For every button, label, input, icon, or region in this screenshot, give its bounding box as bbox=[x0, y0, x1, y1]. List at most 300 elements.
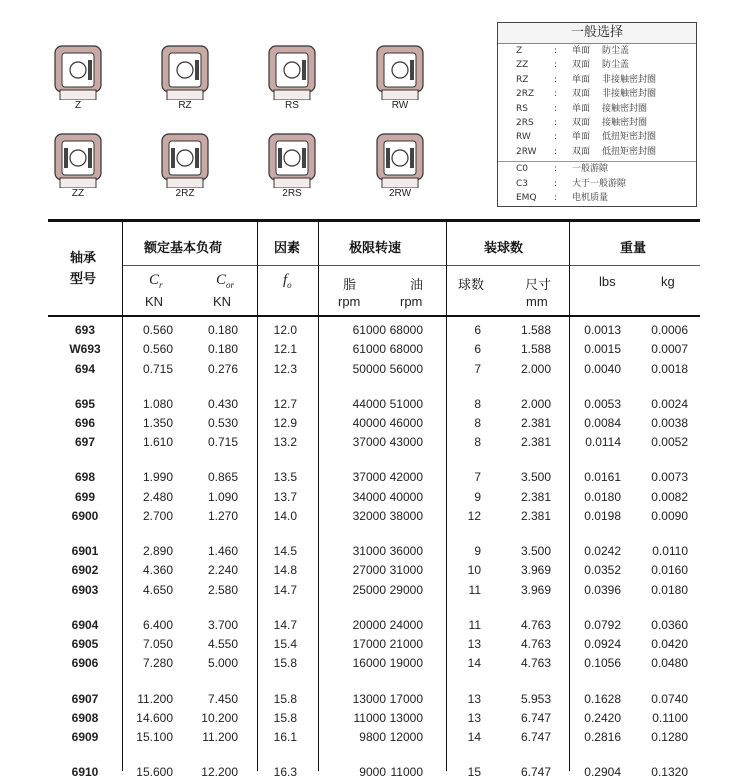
cell-weight-kg: 0.0018 bbox=[651, 361, 688, 376]
legend-desc: 低扭矩密封圈 bbox=[602, 132, 657, 143]
cell-ball-size: 6.747 bbox=[520, 730, 551, 745]
cell-ball-size: 2.381 bbox=[520, 435, 551, 450]
cell-weight-kg: 0.0180 bbox=[651, 582, 688, 597]
legend-row bbox=[498, 58, 696, 72]
cell-weight-lbs: 0.0040 bbox=[584, 361, 621, 376]
legend-side: 单面 bbox=[572, 103, 591, 114]
cell-ball-size: 6.747 bbox=[520, 765, 551, 780]
legend-desc: 一般游隙 bbox=[572, 164, 609, 175]
cell-fo: 12.9 bbox=[273, 416, 297, 430]
cell-weight-kg: 0.0360 bbox=[651, 617, 688, 632]
legend-side: 双面 bbox=[572, 60, 591, 71]
legend-separator: : bbox=[554, 192, 558, 203]
cell-weight-kg: 0.0160 bbox=[651, 563, 688, 578]
cell-ball-count: 11 bbox=[468, 582, 481, 597]
legend-desc: 防尘盖 bbox=[602, 60, 630, 71]
cell-oil-speed: 46000 bbox=[389, 416, 423, 430]
cell-ball-count: 10 bbox=[467, 563, 481, 578]
cell-weight-lbs: 0.0161 bbox=[584, 470, 621, 485]
cell-ball-size: 3.969 bbox=[520, 582, 551, 597]
bearing-diagram-2rw bbox=[376, 132, 424, 208]
cell-model: 6902 bbox=[71, 563, 99, 578]
table-top-rule bbox=[48, 219, 700, 222]
cell-cor: 0.180 bbox=[207, 323, 238, 337]
legend-separator: : bbox=[554, 164, 558, 175]
legend-row bbox=[498, 73, 696, 87]
cell-fo: 12.7 bbox=[273, 396, 297, 411]
cell-model: 6901 bbox=[71, 544, 99, 559]
cell-model: 6904 bbox=[71, 617, 99, 632]
cell-cor: 5.000 bbox=[207, 656, 238, 671]
cell-ball-count: 15 bbox=[467, 765, 481, 780]
legend-body bbox=[498, 44, 696, 205]
cell-weight-kg: 0.1280 bbox=[651, 730, 688, 745]
cell-ball-size: 3.500 bbox=[520, 470, 551, 485]
cell-model: 6907 bbox=[71, 691, 99, 706]
cell-grease-speed: 32000 bbox=[352, 509, 386, 523]
cell-weight-lbs: 0.0792 bbox=[584, 617, 621, 632]
diagram-label: 2RZ bbox=[175, 188, 195, 199]
legend-separator: : bbox=[554, 146, 558, 157]
diagram-label: RZ bbox=[178, 100, 192, 111]
cell-fo: 15.8 bbox=[273, 656, 297, 671]
cell-weight-kg: 0.0110 bbox=[652, 544, 688, 559]
legend-code: Z bbox=[516, 46, 523, 56]
legend-code: RZ bbox=[516, 74, 529, 85]
cell-cor: 7.450 bbox=[207, 691, 238, 706]
cell-model: 6903 bbox=[71, 582, 99, 597]
cell-model: 6909 bbox=[71, 730, 99, 745]
legend-separator: : bbox=[554, 89, 558, 100]
cell-ball-size: 4.763 bbox=[520, 637, 551, 652]
cell-fo: 12.1 bbox=[273, 342, 297, 357]
cell-cr: 2.700 bbox=[142, 509, 173, 523]
legend-code: 2RZ bbox=[516, 89, 535, 100]
cell-fo: 14.8 bbox=[273, 563, 297, 578]
cell-grease-speed: 61000 bbox=[352, 342, 386, 357]
cell-weight-lbs: 0.0013 bbox=[584, 323, 621, 337]
legend-code: C0 bbox=[516, 164, 529, 175]
bearing-cross-section-icon bbox=[161, 44, 209, 100]
header-grease: 脂 bbox=[343, 278, 357, 293]
cell-cor: 0.715 bbox=[207, 435, 238, 450]
cell-oil-speed: 42000 bbox=[389, 470, 423, 485]
header-ball-count: 球数 bbox=[458, 278, 485, 293]
header-model-line1: 轴承 bbox=[70, 251, 97, 266]
bearing-diagram-rw bbox=[376, 44, 424, 120]
cell-cor: 11.200 bbox=[202, 730, 238, 745]
header-balls: 装球数 bbox=[484, 241, 524, 256]
cell-fo: 12.0 bbox=[273, 323, 297, 337]
legend-desc: 非接触密封圈 bbox=[602, 89, 657, 100]
cell-cor: 0.430 bbox=[207, 396, 238, 411]
cell-ball-size: 1.588 bbox=[520, 342, 551, 357]
cell-ball-count: 9 bbox=[474, 489, 481, 504]
cell-oil-speed: 21000 bbox=[389, 637, 423, 652]
bearing-cross-section-icon bbox=[54, 44, 102, 100]
legend-row bbox=[498, 177, 696, 191]
bearing-diagram-2rs bbox=[268, 132, 316, 208]
legend-separator: : bbox=[554, 117, 558, 128]
cell-ball-size: 4.763 bbox=[520, 656, 551, 671]
cell-weight-lbs: 0.0924 bbox=[584, 637, 621, 652]
cell-ball-count: 13 bbox=[467, 637, 481, 652]
cell-cr: 6.400 bbox=[142, 617, 173, 632]
fo-symbol-letter: f bbox=[283, 272, 288, 288]
cell-oil-speed: 12000 bbox=[389, 730, 423, 745]
cell-weight-kg: 0.0006 bbox=[651, 323, 688, 337]
legend-separator: : bbox=[554, 178, 558, 189]
cell-grease-speed: 25000 bbox=[352, 582, 386, 597]
legend-row bbox=[498, 44, 696, 58]
cell-weight-lbs: 0.1628 bbox=[584, 691, 621, 706]
cell-grease-speed: 17000 bbox=[352, 637, 386, 652]
cell-ball-size: 4.763 bbox=[520, 617, 551, 632]
cell-ball-size: 6.747 bbox=[520, 710, 551, 725]
cell-grease-speed: 20000 bbox=[352, 617, 386, 632]
cell-weight-kg: 0.0082 bbox=[651, 489, 688, 504]
cell-ball-count: 8 bbox=[474, 435, 481, 450]
legend-side: 双面 bbox=[572, 146, 591, 157]
header-grease-unit: rpm bbox=[338, 294, 361, 309]
cell-ball-count: 14 bbox=[467, 656, 481, 671]
cell-ball-size: 3.969 bbox=[520, 563, 551, 578]
cell-oil-speed: 24000 bbox=[389, 617, 423, 632]
cell-weight-kg: 0.0024 bbox=[651, 396, 688, 411]
cell-cr: 0.715 bbox=[142, 361, 173, 376]
legend-code: 2RW bbox=[516, 146, 537, 157]
cr-symbol-letter: C bbox=[149, 272, 160, 288]
header-cor-unit: KN bbox=[213, 294, 232, 309]
cell-fo: 12.3 bbox=[273, 361, 297, 376]
cell-fo: 16.3 bbox=[273, 765, 297, 780]
cell-weight-lbs: 0.0242 bbox=[584, 544, 621, 559]
legend-side: 单面 bbox=[572, 46, 591, 56]
cell-model: 693 bbox=[74, 323, 96, 337]
legend-desc: 接触密封圈 bbox=[602, 103, 648, 114]
cell-cr: 1.610 bbox=[142, 435, 173, 450]
header-speed: 极限转速 bbox=[349, 241, 402, 256]
cor-symbol-letter: C bbox=[216, 272, 227, 288]
cell-fo: 15.8 bbox=[273, 710, 297, 725]
bearing-cross-section-icon bbox=[161, 132, 209, 188]
legend-separator: : bbox=[554, 132, 558, 143]
cell-cor: 10.200 bbox=[201, 710, 238, 725]
cell-fo: 14.7 bbox=[273, 617, 297, 632]
header-load: 额定基本负荷 bbox=[144, 241, 223, 256]
legend-row bbox=[498, 191, 696, 205]
cell-grease-speed: 9000 bbox=[359, 765, 386, 780]
cell-ball-size: 2.381 bbox=[520, 489, 551, 504]
cell-grease-speed: 11000 bbox=[353, 710, 386, 725]
header-lbs: lbs bbox=[599, 274, 616, 289]
header-kg: kg bbox=[661, 274, 675, 289]
cell-weight-lbs: 0.0180 bbox=[584, 489, 621, 504]
cell-cr: 0.560 bbox=[142, 342, 173, 357]
cell-weight-lbs: 0.2816 bbox=[584, 730, 621, 745]
header-oil: 油 bbox=[410, 278, 424, 293]
legend-desc: 电机质量 bbox=[572, 192, 609, 203]
cell-fo: 14.0 bbox=[273, 509, 297, 523]
cell-ball-count: 8 bbox=[474, 396, 481, 411]
cell-ball-count: 8 bbox=[474, 416, 481, 430]
cell-cor: 4.550 bbox=[207, 637, 238, 652]
cell-weight-lbs: 0.0015 bbox=[584, 342, 621, 357]
cell-model: 699 bbox=[74, 489, 96, 504]
cell-weight-lbs: 0.2904 bbox=[584, 765, 621, 780]
cell-grease-speed: 40000 bbox=[352, 416, 386, 430]
cell-ball-count: 12 bbox=[467, 509, 481, 523]
cell-oil-speed: 36000 bbox=[389, 544, 423, 559]
cell-model: 698 bbox=[74, 470, 96, 485]
cell-grease-speed: 44000 bbox=[352, 396, 386, 411]
cell-oil-speed: 51000 bbox=[389, 396, 423, 411]
legend-side: 单面 bbox=[572, 132, 591, 143]
cell-fo: 15.8 bbox=[273, 691, 297, 706]
cell-ball-count: 14 bbox=[467, 730, 481, 745]
legend-code: ZZ bbox=[516, 60, 529, 71]
cell-ball-size: 2.000 bbox=[520, 396, 551, 411]
diagram-label: 2RS bbox=[282, 188, 302, 199]
cell-weight-lbs: 0.0084 bbox=[584, 416, 621, 430]
header-oil-unit: rpm bbox=[400, 294, 423, 309]
cell-ball-count: 7 bbox=[474, 361, 481, 376]
bearing-diagram-rs bbox=[268, 44, 316, 120]
legend-row bbox=[498, 145, 696, 159]
cell-grease-speed: 37000 bbox=[352, 435, 386, 450]
cell-cr: 15.600 bbox=[136, 765, 173, 780]
cell-grease-speed: 31000 bbox=[352, 544, 386, 559]
cell-oil-speed: 31000 bbox=[389, 563, 423, 578]
cell-fo: 13.5 bbox=[273, 470, 297, 485]
cell-weight-kg: 0.0090 bbox=[651, 509, 688, 523]
diagram-label: ZZ bbox=[71, 188, 85, 199]
cell-oil-speed: 13000 bbox=[389, 710, 423, 725]
bearing-cross-section-icon bbox=[54, 132, 102, 188]
diagram-label: Z bbox=[74, 100, 82, 111]
cell-cor: 1.460 bbox=[207, 544, 238, 559]
legend-code: EMQ bbox=[516, 192, 537, 203]
cell-ball-size: 2.000 bbox=[520, 361, 551, 376]
header-model-line2: 型号 bbox=[70, 272, 97, 287]
cell-weight-lbs: 0.1056 bbox=[584, 656, 621, 671]
header-size-unit: mm bbox=[526, 294, 548, 309]
cell-cr: 14.600 bbox=[136, 710, 173, 725]
cell-weight-lbs: 0.0198 bbox=[584, 509, 621, 523]
cell-oil-speed: 43000 bbox=[389, 435, 423, 450]
cell-fo: 13.2 bbox=[273, 435, 297, 450]
cell-weight-kg: 0.0420 bbox=[651, 637, 688, 652]
cell-grease-speed: 34000 bbox=[352, 489, 386, 504]
cell-cr: 1.080 bbox=[142, 396, 173, 411]
cell-ball-count: 7 bbox=[474, 470, 481, 485]
bearing-diagram-2rz bbox=[161, 132, 209, 208]
legend-side: 双面 bbox=[572, 117, 591, 128]
cell-ball-size: 5.953 bbox=[520, 691, 551, 706]
cell-weight-kg: 0.1320 bbox=[651, 765, 688, 780]
cell-weight-lbs: 0.0352 bbox=[584, 563, 621, 578]
legend-code: C3 bbox=[516, 178, 529, 189]
diagram-label: RW bbox=[391, 100, 409, 111]
cell-oil-speed: 17000 bbox=[389, 691, 423, 706]
cell-model: 6910 bbox=[71, 765, 99, 780]
cell-oil-speed: 68000 bbox=[389, 323, 423, 337]
cell-cor: 2.580 bbox=[207, 582, 238, 597]
legend-desc: 防尘盖 bbox=[602, 46, 630, 56]
cell-weight-kg: 0.1100 bbox=[652, 710, 688, 725]
legend-side: 单面 bbox=[572, 74, 591, 85]
cell-fo: 15.4 bbox=[273, 637, 297, 652]
cell-model: 695 bbox=[74, 396, 96, 411]
cell-fo: 16.1 bbox=[273, 730, 297, 745]
cell-model: 6906 bbox=[71, 656, 99, 671]
bearing-diagram-z bbox=[54, 44, 102, 120]
bearing-cross-section-icon bbox=[268, 44, 316, 100]
legend-row bbox=[498, 116, 696, 130]
fo-symbol-sub: o bbox=[287, 280, 292, 290]
cell-weight-lbs: 0.0396 bbox=[584, 582, 621, 597]
cell-oil-speed: 11000 bbox=[390, 765, 423, 780]
cell-weight-kg: 0.0038 bbox=[651, 416, 688, 430]
legend-separator: : bbox=[554, 46, 558, 56]
cell-ball-size: 1.588 bbox=[520, 323, 551, 337]
cell-cr: 4.360 bbox=[142, 563, 173, 578]
cell-cr: 1.990 bbox=[142, 470, 173, 485]
cell-cor: 3.700 bbox=[207, 617, 238, 632]
legend-row bbox=[498, 87, 696, 101]
cell-cor: 0.865 bbox=[207, 470, 238, 485]
cell-ball-size: 2.381 bbox=[520, 416, 551, 430]
bearing-cross-section-icon bbox=[268, 132, 316, 188]
cell-weight-kg: 0.0052 bbox=[651, 435, 688, 450]
cell-cr: 11.200 bbox=[137, 691, 173, 706]
diagram-label: RS bbox=[285, 100, 299, 111]
header-cr-unit: KN bbox=[145, 294, 164, 309]
bearing-diagram-zz bbox=[54, 132, 102, 208]
cell-model: 6908 bbox=[71, 710, 99, 725]
header-size: 尺寸 bbox=[525, 278, 552, 293]
cell-model: 6900 bbox=[71, 509, 99, 523]
legend-row bbox=[498, 162, 696, 176]
header-mid-rule bbox=[122, 265, 700, 266]
cell-ball-count: 6 bbox=[474, 323, 481, 337]
cell-ball-size: 2.381 bbox=[520, 509, 551, 523]
cell-cor: 0.530 bbox=[207, 416, 238, 430]
cell-grease-speed: 37000 bbox=[352, 470, 386, 485]
cell-weight-lbs: 0.2420 bbox=[584, 710, 621, 725]
bearing-cross-section-icon bbox=[376, 132, 424, 188]
legend-side: 双面 bbox=[572, 89, 591, 100]
legend-separator: : bbox=[554, 74, 558, 85]
cell-cor: 1.090 bbox=[207, 489, 238, 504]
cell-grease-speed: 61000 bbox=[352, 323, 386, 337]
header-cr-symbol bbox=[149, 272, 163, 290]
cell-fo: 14.5 bbox=[273, 544, 297, 559]
cell-fo: 13.7 bbox=[273, 489, 297, 504]
cell-cr: 0.560 bbox=[142, 323, 173, 337]
cell-cr: 2.480 bbox=[142, 489, 173, 504]
cell-ball-count: 13 bbox=[467, 691, 481, 706]
cell-cr: 15.100 bbox=[136, 730, 173, 745]
cell-ball-size: 3.500 bbox=[520, 544, 551, 559]
cell-ball-count: 13 bbox=[467, 710, 481, 725]
legend-row bbox=[498, 102, 696, 116]
cell-cor: 1.270 bbox=[207, 509, 238, 523]
cell-grease-speed: 27000 bbox=[352, 563, 386, 578]
cell-model: 694 bbox=[74, 361, 96, 376]
cell-oil-speed: 29000 bbox=[389, 582, 423, 597]
bearing-spec-table bbox=[48, 219, 700, 780]
diagram-label: 2RW bbox=[388, 188, 412, 199]
cell-fo: 14.7 bbox=[273, 582, 297, 597]
cell-cor: 0.180 bbox=[207, 342, 238, 357]
legend-desc: 非接触密封圈 bbox=[602, 74, 657, 85]
cell-model: W693 bbox=[69, 342, 101, 357]
cell-weight-kg: 0.0480 bbox=[651, 656, 688, 671]
header-cor-symbol bbox=[216, 272, 234, 290]
seal-legend-box bbox=[497, 22, 697, 207]
legend-separator: : bbox=[554, 60, 558, 71]
cr-symbol-sub: r bbox=[159, 280, 163, 290]
cell-cor: 0.276 bbox=[207, 361, 238, 376]
header-fo-symbol bbox=[283, 272, 292, 290]
legend-desc: 大于一般游隙 bbox=[572, 178, 627, 189]
legend-code: RS bbox=[516, 103, 528, 114]
cell-grease-speed: 9800 bbox=[359, 730, 386, 745]
cell-ball-count: 6 bbox=[474, 342, 481, 357]
legend-desc: 接触密封圈 bbox=[602, 117, 648, 128]
cell-oil-speed: 40000 bbox=[389, 489, 423, 504]
cell-weight-lbs: 0.0114 bbox=[585, 435, 621, 450]
header-weight: 重量 bbox=[620, 241, 647, 256]
header-factor: 因素 bbox=[274, 241, 301, 256]
cell-oil-speed: 38000 bbox=[389, 509, 423, 523]
legend-separator: : bbox=[554, 103, 558, 114]
cell-cor: 2.240 bbox=[207, 563, 238, 578]
cell-weight-kg: 0.0007 bbox=[651, 342, 688, 357]
cell-model: 697 bbox=[74, 435, 96, 450]
cell-cr: 1.350 bbox=[142, 416, 173, 430]
cell-cr: 2.890 bbox=[142, 544, 173, 559]
cell-cr: 7.280 bbox=[142, 656, 173, 671]
cell-cor: 12.200 bbox=[201, 765, 238, 780]
cell-grease-speed: 50000 bbox=[352, 361, 386, 376]
cell-oil-speed: 56000 bbox=[389, 361, 423, 376]
cell-ball-count: 11 bbox=[468, 617, 481, 632]
legend-desc: 低扭矩密封圈 bbox=[602, 146, 657, 157]
legend-row bbox=[498, 130, 696, 144]
cell-cr: 7.050 bbox=[142, 637, 173, 652]
legend-code: RW bbox=[516, 132, 531, 143]
cell-oil-speed: 68000 bbox=[389, 342, 423, 357]
legend-title: 一般选择 bbox=[498, 23, 696, 44]
cell-grease-speed: 13000 bbox=[352, 691, 386, 706]
cell-model: 6905 bbox=[71, 637, 99, 652]
bearing-cross-section-icon bbox=[376, 44, 424, 100]
header-bottom-rule bbox=[48, 315, 700, 317]
cell-grease-speed: 16000 bbox=[352, 656, 386, 671]
cor-symbol-sub: or bbox=[226, 280, 235, 290]
cell-oil-speed: 19000 bbox=[389, 656, 423, 671]
cell-cr: 4.650 bbox=[142, 582, 173, 597]
cell-weight-kg: 0.0740 bbox=[651, 691, 688, 706]
cell-ball-count: 9 bbox=[474, 544, 481, 559]
cell-weight-lbs: 0.0053 bbox=[584, 396, 621, 411]
legend-code: 2RS bbox=[516, 117, 534, 128]
cell-model: 696 bbox=[74, 416, 96, 430]
bearing-diagram-rz bbox=[161, 44, 209, 120]
cell-weight-kg: 0.0073 bbox=[651, 470, 688, 485]
